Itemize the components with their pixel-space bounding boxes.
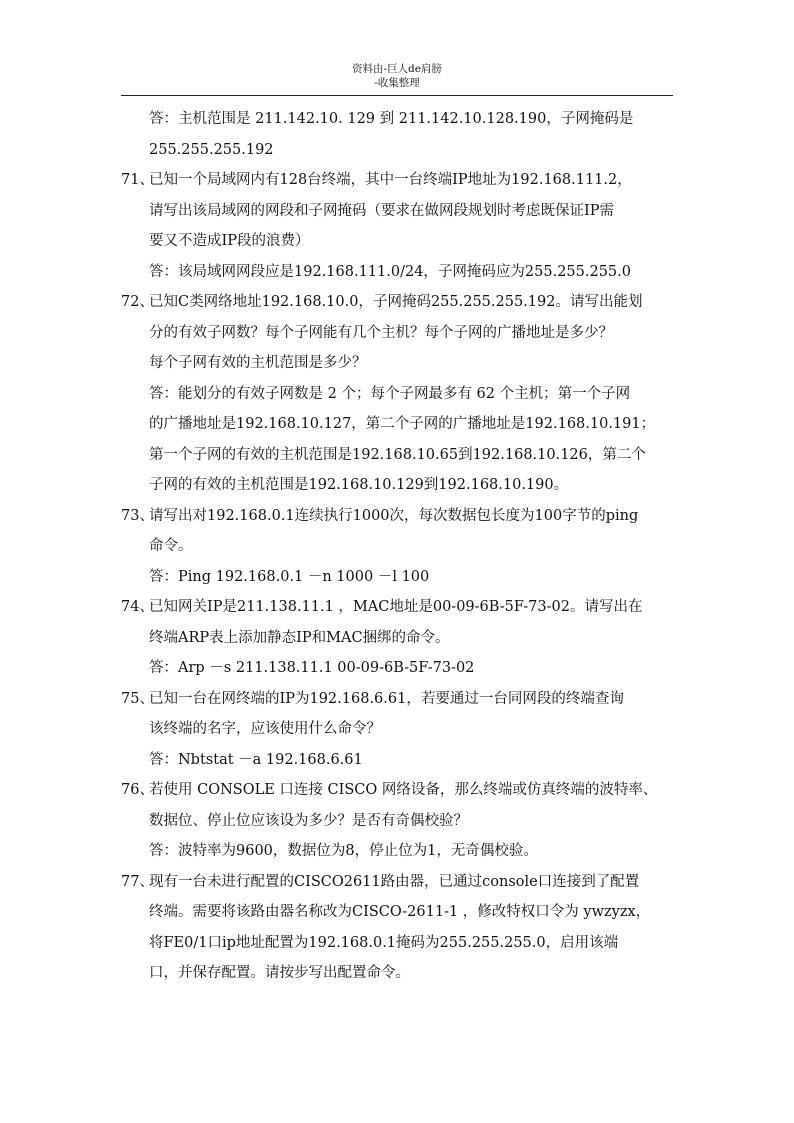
header-line-2: -收集整理 (374, 77, 420, 89)
question-line: 现有一台未进行配置的CISCO2611路由器，已通过console口连接到了配置 (149, 873, 640, 890)
question-line: 分的有效子网数？每个子网能有几个主机？每个子网的广播地址是多少？ (149, 324, 613, 341)
answer-line: 255.255.255.192 (149, 141, 274, 158)
question-line: 要又不造成IP段的浪费） (149, 233, 310, 249)
answer-line: 答：主机范围是 211.142.10. 129 到 211.142.10.128.190，子网掩码是 (149, 111, 634, 127)
question-number: 71、 (121, 172, 154, 188)
question-line: 请写出对192.168.0.1连续执行1000次，每次数据包长度为100字节的ping (149, 507, 639, 524)
question-number: 73、 (121, 507, 154, 524)
question-line: 命令。 (149, 538, 193, 554)
answer-70 (121, 104, 676, 165)
answer-line: 答：能划分的有效子网数是 2 个；每个子网最多有 62 个主机；第一个子网 (149, 385, 631, 402)
question-number: 74、 (121, 599, 154, 615)
question-77 (121, 867, 676, 989)
question-line: 已知C类网络地址192.168.10.0，子网掩码255.255.255.192。请写出能划 (149, 294, 643, 310)
answer-71 (121, 257, 676, 288)
question-76 (121, 775, 676, 836)
question-number: 72、 (121, 294, 154, 310)
answer-line: 答：Ping 192.168.0.1 －n 1000 －l 100 (149, 568, 430, 585)
question-line: 已知网关IP是211.138.11.1 ，MAC地址是00-09-6B-5F-73-02。请写出在 (149, 599, 643, 615)
answer-72 (121, 379, 676, 501)
answer-line: 答：波特率为9600，数据位为8，停止位为1，无奇偶校验。 (149, 843, 538, 859)
answer-line: 第一个子网的有效的主机范围是192.168.10.65到192.168.10.126，第二个 (149, 446, 646, 463)
question-number: 77、 (121, 873, 154, 890)
question-75 (121, 684, 676, 745)
answer-line: 答：Nbtstat －a 192.168.6.61 (149, 751, 363, 768)
question-72 (121, 287, 676, 379)
question-number: 75、 (121, 690, 154, 707)
answer-73 (121, 562, 676, 593)
question-line: 口，并保存配置。请按步写出配置命令。 (149, 965, 410, 981)
question-line: 数据位、停止位应该设为多少？是否有奇偶校验？ (149, 812, 468, 829)
answer-line: 子网的有效的主机范围是192.168.10.129到192.168.10.190。 (149, 477, 569, 493)
question-number: 76、 (121, 782, 154, 798)
question-line: 将FE0/1口ip地址配置为192.168.0.1掩码为255.255.255.0，启用该端 (149, 934, 619, 951)
answer-line: 答：Arp －s 211.138.11.1 00-09-6B-5F-73-02 (149, 660, 475, 676)
question-71 (121, 165, 676, 257)
page-header (0, 62, 794, 90)
header-line-1: 资料由-巨人de肩膀 (352, 63, 442, 75)
question-line: 终端ARP表上添加静态IP和MAC捆绑的命令。 (149, 629, 450, 646)
answer-line: 的广播地址是192.168.10.127，第二个子网的广播地址是192.168.10.191； (149, 416, 656, 432)
answer-76 (121, 836, 676, 867)
answer-line: 答：该局域网网段应是192.168.111.0/24，子网掩码应为255.255.255.0 (149, 263, 631, 280)
question-line: 若使用 CONSOLE 口连接 CISCO 网络设备，那么终端或仿真终端的波特率、 (149, 782, 658, 798)
question-line: 已知一台在网终端的IP为192.168.6.61，若要通过一台同网段的终端查询 (149, 690, 624, 707)
question-line: 该终端的名字，应该使用什么命令？ (149, 721, 381, 737)
answer-75 (121, 745, 676, 776)
question-line: 请写出该局域网的网段和子网掩码（要求在做网段规划时考虑既保证IP需 (149, 202, 614, 219)
question-line: 已知一个局域网内有128台终端，其中一台终端IP地址为192.168.111.2， (149, 172, 632, 188)
question-74 (121, 592, 676, 653)
header-divider (121, 95, 673, 96)
question-73 (121, 501, 676, 562)
answer-74 (121, 653, 676, 684)
question-line: 每个子网有效的主机范围是多少？ (149, 355, 367, 371)
question-line: 终端。需要将该路由器名称改为CISCO-2611-1 ，修改特权口令为 ywzyzx， (149, 904, 651, 920)
document-body (121, 104, 676, 989)
